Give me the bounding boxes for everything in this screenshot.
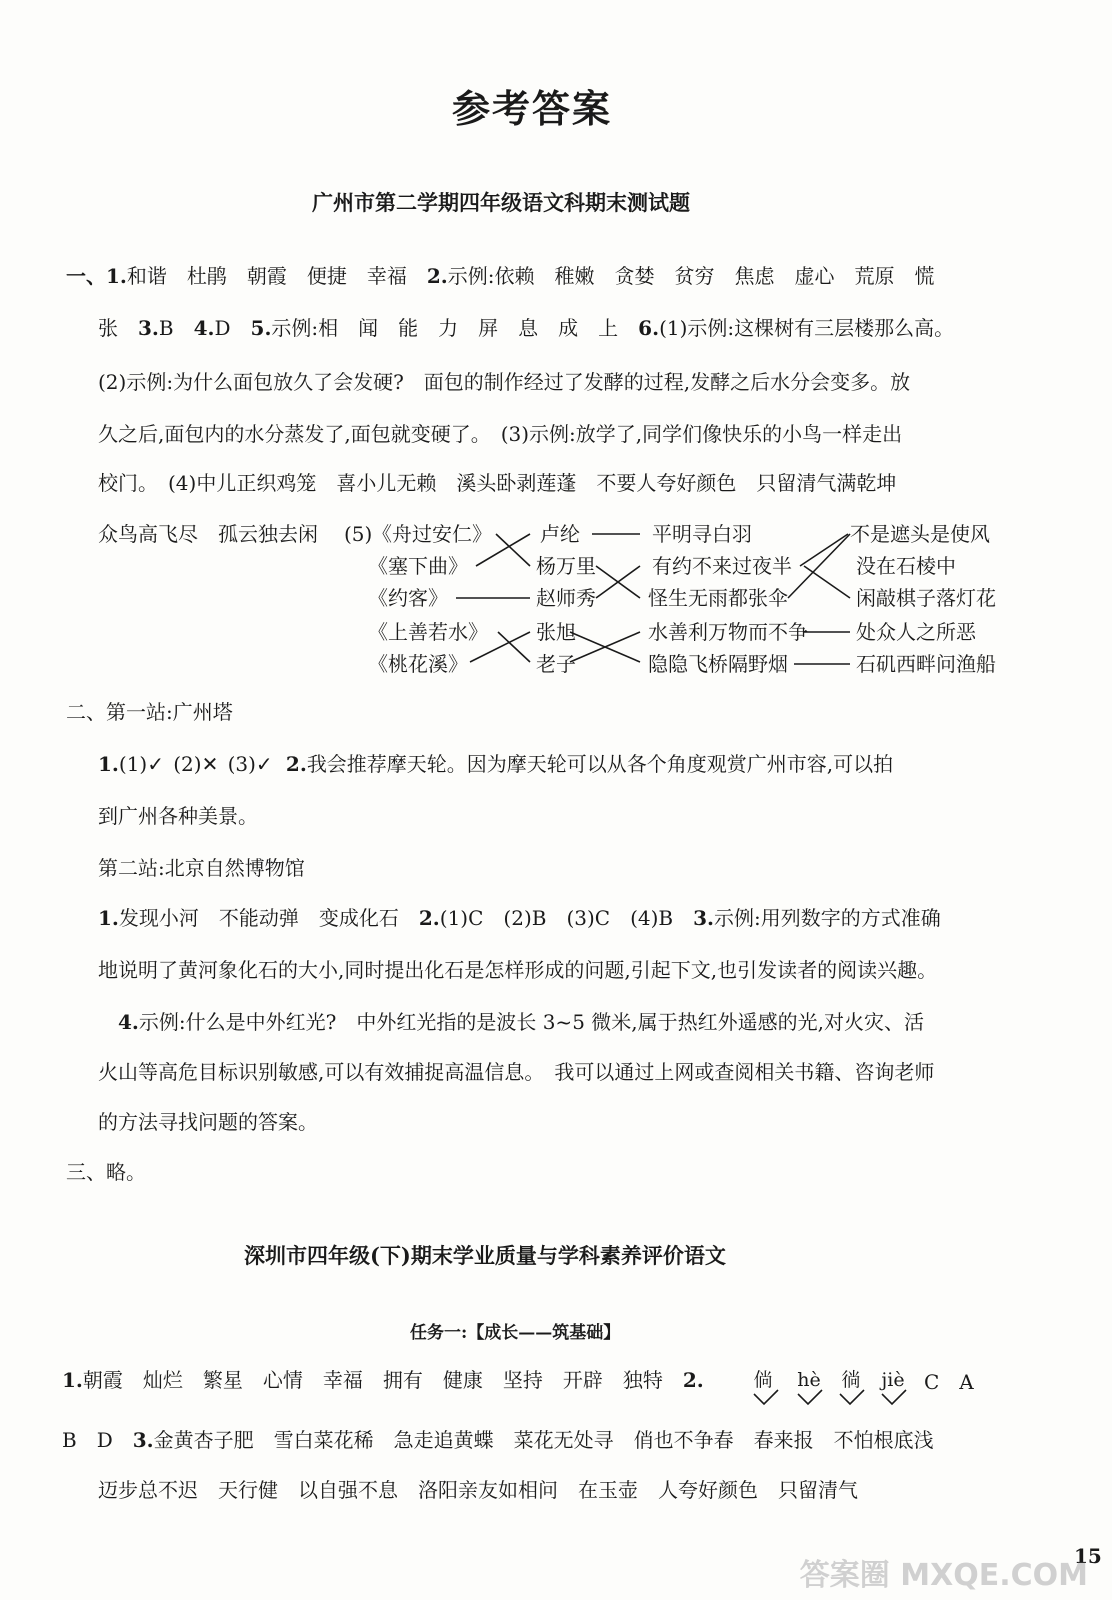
part-2-label: 二、第一站:广州塔 bbox=[66, 700, 233, 724]
part-2-line-2: 到广州各种美景。 bbox=[98, 804, 258, 828]
page-title: 参考答案 bbox=[452, 86, 613, 131]
answer-line-2: 张 3.B 4.D 5.示例:相 闻 能 力 屏 息 成 上 6.(1)示例:这棵树有三层楼那么高。 bbox=[98, 316, 955, 340]
sec2-line-1-tail: C A bbox=[924, 1370, 974, 1394]
match-col1-item: 《塞下曲》 bbox=[368, 554, 468, 578]
cross-icon: ✕ bbox=[201, 752, 219, 776]
sec2-line-1: 1.朝霞 灿烂 繁星 心情 幸福 拥有 健康 坚持 开辟 独特 2. bbox=[62, 1368, 704, 1392]
match-col4-item: 石矶西畔问渔船 bbox=[856, 652, 996, 676]
match-col3-item: 水善利万物而不争 bbox=[648, 620, 808, 644]
match-col4-item: 处众人之所恶 bbox=[856, 620, 976, 644]
answer-line-1: 一、1.和谐 杜鹃 朝霞 便捷 幸福 2.示例:依赖 稚嫩 贪婪 贫穷 焦虑 虚心 荒原 慌 bbox=[66, 264, 935, 288]
pinyin-word: jiè bbox=[881, 1369, 905, 1391]
check-icon bbox=[840, 1390, 864, 1404]
answer-line-4: 久之后,面包内的水分蒸发了,面包就变硬了。 (3)示例:放学了,同学们像快乐的小鸟一样走出 bbox=[98, 422, 903, 446]
answer-line-6: 众鸟高飞尽 孤云独去闲 bbox=[98, 522, 318, 546]
pinyin-word: 倘 bbox=[753, 1369, 773, 1391]
section-1-heading: 广州市第二学期四年级语文科期末测试题 bbox=[312, 190, 690, 215]
part-3-label: 三、略。 bbox=[66, 1160, 146, 1184]
match-col2-item: 老子 bbox=[536, 652, 576, 676]
pinyin-word: hè bbox=[797, 1369, 821, 1391]
match-col3-item: 有约不来过夜半 bbox=[652, 554, 792, 578]
match-col4-item: 没在石棱中 bbox=[856, 554, 956, 578]
section-2-heading: 深圳市四年级(下)期末学业质量与学科素养评价语文 bbox=[244, 1243, 726, 1268]
page-number: 15 bbox=[1074, 1544, 1102, 1568]
match-col2-item: 杨万里 bbox=[536, 554, 596, 578]
pinyin-word: 徜 bbox=[841, 1369, 861, 1391]
match-prefix: (5) bbox=[344, 522, 373, 546]
station-2-label: 第二站:北京自然博物馆 bbox=[98, 856, 305, 880]
match-col3-item: 怪生无雨都张伞 bbox=[648, 586, 788, 610]
sec2-line-3: 迈步总不迟 天行健 以自强不息 洛阳亲友如相问 在玉壶 人夸好颜色 只留清气 bbox=[98, 1478, 858, 1502]
answer-line-5: 校门。 (4)中儿正织鸡笼 喜小儿无赖 溪头卧剥莲蓬 不要人夸好颜色 只留清气满乾坤 bbox=[98, 471, 897, 495]
answer-line-3: (2)示例:为什么面包放久了会发硬? 面包的制作经过了发酵的过程,发酵之后水分会变多。放 bbox=[98, 370, 911, 394]
match-col1-item: 《舟过安仁》 bbox=[372, 522, 492, 546]
match-col4-item: 不是遮头是使风 bbox=[850, 522, 990, 546]
match-col2-item: 赵师秀 bbox=[536, 586, 596, 610]
watermark-logo: 答案圈 MXQE.COM bbox=[799, 1558, 1088, 1593]
match-col3-item: 隐隐飞桥隔野烟 bbox=[648, 652, 788, 676]
check-icon bbox=[882, 1390, 906, 1404]
check-icon: ✓ bbox=[255, 752, 273, 776]
task-1-heading: 任务一:【成长——筑基础】 bbox=[410, 1323, 621, 1343]
match-col1-item: 《桃花溪》 bbox=[368, 652, 468, 676]
part-2-line-3: 1.发现小河 不能动弹 变成化石 2.(1)C (2)B (3)C (4)B 3.示例:用列数字的方式准确 bbox=[98, 906, 941, 930]
part-2-line-5: 4.示例:什么是中外红光? 中外红光指的是波长 3~5 微米,属于热红外遥感的光,对火灾、活 bbox=[118, 1010, 924, 1034]
match-col2-item: 张旭 bbox=[536, 620, 576, 644]
check-icon: ✓ bbox=[147, 752, 164, 776]
part-2-line-1: 1.(1)✓ (2)✕ (3)✓ 2.我会推荐摩天轮。因为摩天轮可以从各个角度观赏广州市容,可以拍 bbox=[98, 752, 894, 776]
match-col1-item: 《约客》 bbox=[368, 586, 448, 610]
match-col2-item: 卢纶 bbox=[540, 522, 580, 546]
check-icon bbox=[798, 1390, 822, 1404]
check-icon bbox=[754, 1390, 778, 1404]
match-col3-item: 平明寻白羽 bbox=[652, 522, 752, 546]
sec2-line-2: B D 3.金黄杏子肥 雪白菜花稀 急走追黄蝶 菜花无处寻 俏也不争春 春来报 不怕根底浅 bbox=[62, 1428, 934, 1452]
match-col1-item: 《上善若水》 bbox=[368, 620, 488, 644]
match-col4-item: 闲敲棋子落灯花 bbox=[856, 586, 996, 610]
part-2-line-7: 的方法寻找问题的答案。 bbox=[98, 1110, 318, 1134]
part-2-line-4: 地说明了黄河象化石的大小,同时提出化石是怎样形成的问题,引起下文,也引发读者的阅读兴趣。 bbox=[98, 958, 938, 982]
part-2-line-6: 火山等高危目标识别敏感,可以有效捕捉高温信息。 我可以通过上网或查阅相关书籍、咨询老师 bbox=[98, 1060, 935, 1084]
